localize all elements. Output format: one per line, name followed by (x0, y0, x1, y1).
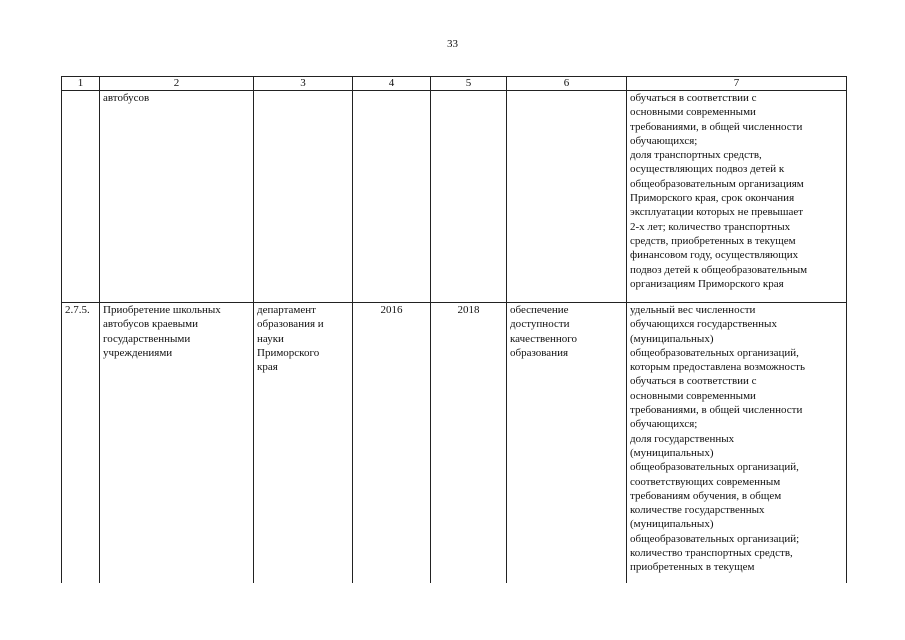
text-line: департамент (257, 304, 316, 316)
text-line: общеобразовательным организациям (630, 177, 804, 190)
text-line: обучаться в соответствии с (630, 375, 757, 388)
text-line: (муниципальных) (630, 518, 714, 531)
page-number: 33 (447, 38, 458, 50)
table-row (62, 303, 847, 584)
header-cell-7: 7 (627, 77, 847, 91)
start-year-cell: 2016 (353, 303, 431, 584)
text-line: общеобразовательных организаций, (630, 461, 799, 474)
text-line: количество транспортных средств, (630, 547, 793, 560)
text-line: основными современными (630, 106, 756, 119)
header-cell-3: 3 (254, 77, 353, 91)
text-line: обучаться в соответствии с (630, 92, 757, 104)
text-line: требованиями, в общей численности (630, 404, 803, 417)
text-line: образования и (257, 318, 324, 331)
text-line: основными современными (630, 389, 756, 402)
row-number-cell: 2.7.5. (62, 303, 100, 584)
measure-name-cell (100, 91, 254, 303)
text-line: эксплуатации которых не превышает (630, 206, 804, 219)
start-year-cell (353, 91, 431, 303)
text-line: количестве государственных (630, 504, 765, 517)
text-line: края (257, 361, 278, 374)
header-cell-6: 6 (507, 77, 627, 91)
text-line: образования (510, 346, 569, 359)
text-line: общеобразовательных организаций, (630, 346, 799, 359)
header-cell-5: 5 (431, 77, 507, 91)
text-line: требованиями, в общей численности (630, 120, 803, 133)
text-line: автобусов (103, 92, 150, 104)
row-number-cell (62, 91, 100, 303)
text-line: приобретенных в текущем (630, 561, 755, 574)
text-line: автобусов краевыми (103, 318, 199, 331)
header-row (62, 77, 847, 91)
text-line: обучающихся; (630, 134, 698, 147)
text-line: 2-х лет; количество транспортных (630, 220, 791, 233)
header-cell-1: 1 (62, 77, 100, 91)
text-line: общеобразовательных организаций; (630, 532, 800, 545)
text-line: обучающихся; (630, 418, 698, 431)
text-line: обеспечение (510, 304, 569, 316)
text-line: доступности (510, 318, 570, 331)
text-line: Приморского (257, 346, 320, 359)
header-cell-4: 4 (353, 77, 431, 91)
text-line: государственными (103, 332, 191, 345)
executor-cell (254, 91, 353, 303)
text-line: которым предоставлена возможность (630, 361, 806, 374)
end-year-cell (431, 91, 507, 303)
text-line: средств, приобретенных в текущем (630, 234, 796, 247)
text-line: (муниципальных) (630, 446, 714, 459)
text-line: финансовом году, осуществляющих (630, 249, 799, 262)
indicators-cell (627, 303, 847, 584)
text-line: доля государственных (630, 432, 735, 445)
text-line: учреждениями (103, 346, 173, 359)
result-cell (507, 303, 627, 584)
header-cell-2: 2 (100, 77, 254, 91)
end-year-cell: 2018 (431, 303, 507, 584)
text-line: соответствующих современным (630, 475, 781, 488)
result-cell (507, 91, 627, 303)
text-line: (муниципальных) (630, 332, 714, 345)
text-line: осуществляющих подвоз детей к (630, 163, 785, 176)
text-line: подвоз детей к общеобразовательным (630, 263, 808, 276)
text-line: Приобретение школьных (103, 304, 221, 316)
text-line: доля транспортных средств, (630, 149, 762, 162)
table-row (62, 91, 847, 303)
text-line: науки (257, 332, 284, 345)
measure-name-cell (100, 303, 254, 584)
text-line: качественного (510, 332, 578, 345)
executor-cell (254, 303, 353, 584)
text-line: обучающихся государственных (630, 318, 777, 331)
text-line: Приморского края, срок окончания (630, 192, 795, 205)
text-line: удельный вес численности (630, 304, 756, 316)
program-table (61, 76, 847, 583)
indicators-cell (627, 91, 847, 303)
text-line: организациям Приморского края (630, 277, 784, 290)
text-line: требованиям обучения, в общем (630, 489, 782, 502)
